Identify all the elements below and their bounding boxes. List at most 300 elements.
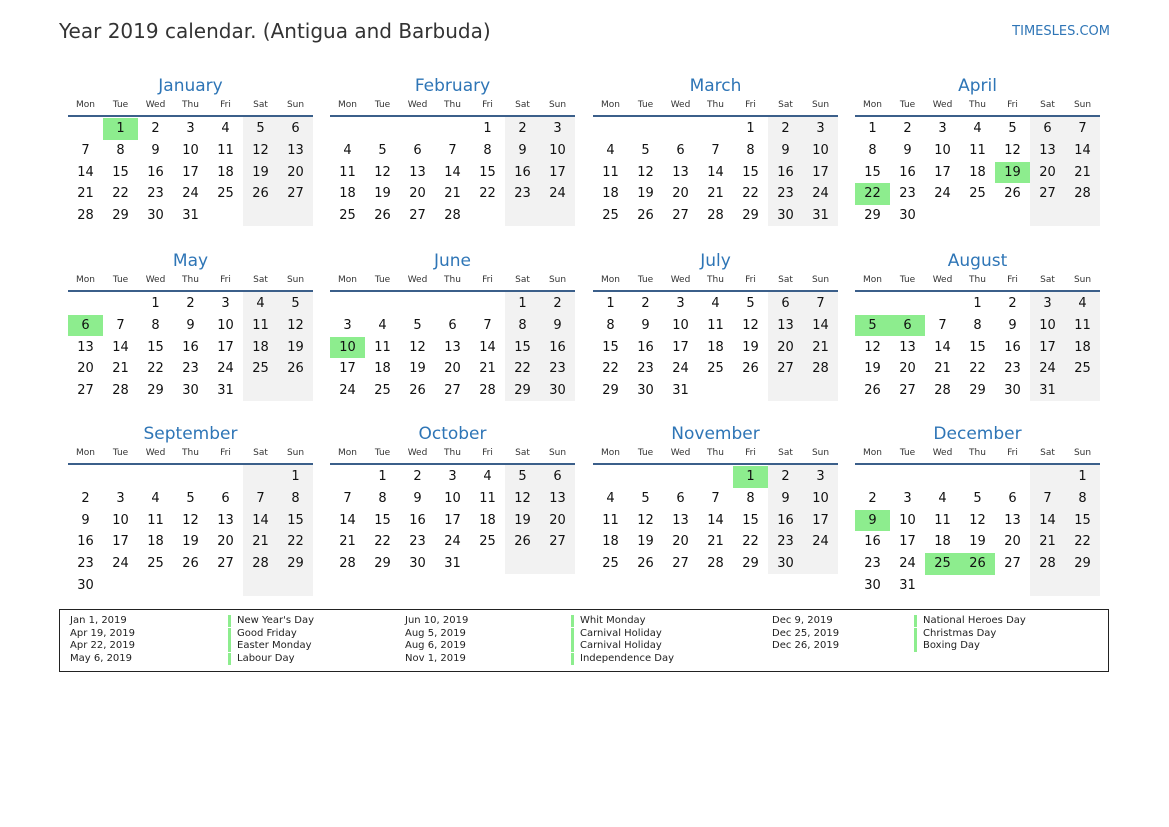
day-cell: 11	[252, 317, 269, 333]
day-cell: 20	[777, 339, 794, 355]
day-cell: 24	[812, 186, 829, 202]
day-cell: 21	[707, 186, 724, 202]
day-cell: 22	[742, 186, 759, 202]
day-cell: 17	[812, 164, 829, 180]
day-cell: 2	[1008, 296, 1017, 311]
day-cell: 24	[934, 186, 951, 202]
day-cell: 1	[973, 296, 982, 311]
day-cell: 10	[1039, 317, 1056, 333]
day-cell: 14	[1039, 512, 1056, 528]
day-cell: 13	[287, 142, 304, 158]
day-cell: 8	[868, 142, 877, 158]
day-cell: 24	[112, 556, 129, 572]
day-cell: 4	[606, 490, 615, 506]
day-cell: 10	[217, 317, 234, 333]
day-cell: 9	[553, 317, 562, 333]
day-cell: 16	[514, 164, 531, 180]
day-cell: 8	[518, 317, 527, 333]
day-cell: 23	[77, 556, 94, 572]
month-june	[330, 250, 575, 420]
weekday-header: Mon	[863, 448, 882, 458]
weekday-header: Tue	[637, 100, 654, 110]
day-cell: 27	[549, 534, 566, 550]
legend-holiday-name: New Year's Day	[228, 615, 314, 627]
day-cell: 10	[934, 142, 951, 158]
day-cell: 29	[864, 208, 881, 224]
day-cell: 21	[812, 339, 829, 355]
day-cell: 18	[1074, 339, 1091, 355]
day-cell: 28	[707, 556, 724, 572]
day-cell: 23	[864, 556, 881, 572]
day-cell: 7	[1078, 121, 1087, 136]
day-cell: 20	[444, 361, 461, 377]
weekday-header: Sun	[811, 100, 830, 110]
month-name: August	[947, 251, 1008, 271]
day-cell: 15	[742, 512, 759, 528]
day-cell: 9	[81, 512, 90, 528]
weekday-header: Wed	[932, 448, 953, 458]
legend-holiday-name: Independence Day	[571, 653, 674, 665]
weekday-header: Thu	[969, 275, 986, 285]
day-cell: 27	[217, 556, 234, 572]
day-cell: 23	[637, 361, 654, 377]
weekday-header: Fri	[1007, 100, 1018, 110]
day-cell: 6	[221, 490, 230, 506]
day-cell: 12	[637, 512, 654, 528]
day-cell: 15	[374, 512, 391, 528]
day-cell: 23	[182, 361, 199, 377]
day-cell: 4	[378, 317, 387, 333]
day-cell: 11	[147, 512, 164, 528]
month-name: October	[418, 424, 487, 444]
day-cell: 20	[217, 534, 234, 550]
day-cell: 20	[899, 361, 916, 377]
day-cell: 22	[374, 534, 391, 550]
day-cell: 7	[448, 142, 457, 158]
weekday-header: Mon	[76, 275, 95, 285]
weekday-header: Wed	[932, 100, 953, 110]
day-cell: 1	[1078, 469, 1087, 484]
day-cell: 17	[444, 512, 461, 528]
legend-date: Apr 22, 2019	[70, 640, 136, 652]
weekday-header: Mon	[863, 100, 882, 110]
day-cell: 7	[816, 296, 825, 311]
month-name: May	[172, 251, 209, 271]
day-cell: 7	[116, 317, 125, 333]
day-cell: 21	[1039, 534, 1056, 550]
weekday-header: Mon	[338, 275, 357, 285]
legend-holiday-name: Easter Monday	[228, 640, 312, 652]
day-cell: 15	[514, 339, 531, 355]
day-cell: 8	[378, 490, 387, 506]
day-cell: 22	[514, 361, 531, 377]
day-cell: 27	[409, 208, 426, 224]
weekday-header: Sun	[1073, 100, 1092, 110]
day-cell: 24	[812, 534, 829, 550]
weekday-header: Sat	[253, 275, 268, 285]
day-cell: 18	[969, 164, 986, 180]
day-cell: 19	[287, 339, 304, 355]
day-cell: 17	[934, 164, 951, 180]
day-cell: 3	[1043, 296, 1052, 311]
day-cell: 30	[549, 383, 566, 399]
day-cell: 7	[483, 317, 492, 333]
holiday-day-cell: 1	[103, 118, 138, 140]
day-cell: 8	[116, 142, 125, 158]
day-cell: 12	[864, 339, 881, 355]
month-name: September	[143, 424, 238, 444]
day-cell: 1	[746, 121, 755, 136]
day-cell: 25	[252, 361, 269, 377]
weekday-header: Thu	[707, 100, 724, 110]
day-cell: 14	[339, 512, 356, 528]
holiday-day-cell: 10	[330, 337, 365, 359]
weekday-header: Tue	[112, 275, 129, 285]
weekday-header: Mon	[338, 100, 357, 110]
day-cell: 28	[934, 383, 951, 399]
day-cell: 17	[112, 534, 129, 550]
day-cell: 8	[973, 317, 982, 333]
weekday-header: Tue	[112, 100, 129, 110]
weekday-header: Tue	[112, 448, 129, 458]
day-cell: 20	[672, 534, 689, 550]
day-cell: 20	[77, 361, 94, 377]
day-cell: 3	[676, 296, 685, 311]
weekday-header: Sat	[515, 275, 530, 285]
weekday-header: Fri	[220, 275, 231, 285]
day-cell: 23	[514, 186, 531, 202]
weekday-header: Mon	[601, 275, 620, 285]
weekday-header: Tue	[637, 275, 654, 285]
day-cell: 2	[781, 469, 790, 484]
day-cell: 14	[77, 164, 94, 180]
day-cell: 29	[969, 383, 986, 399]
day-cell: 2	[81, 490, 90, 506]
legend-holiday-name: Whit Monday	[571, 615, 646, 627]
day-cell: 13	[1039, 142, 1056, 158]
day-cell: 12	[182, 512, 199, 528]
day-cell: 11	[374, 339, 391, 355]
day-cell: 29	[1074, 556, 1091, 572]
day-cell: 6	[413, 142, 422, 158]
day-cell: 7	[81, 142, 90, 158]
day-cell: 10	[672, 317, 689, 333]
day-cell: 22	[602, 361, 619, 377]
month-name: March	[689, 76, 742, 96]
weekday-header: Sat	[778, 100, 793, 110]
day-cell: 14	[112, 339, 129, 355]
holiday-day-cell: 19	[995, 162, 1030, 184]
day-cell: 5	[413, 317, 422, 333]
day-cell: 18	[934, 534, 951, 550]
day-cell: 29	[147, 383, 164, 399]
day-cell: 9	[781, 490, 790, 506]
day-cell: 16	[409, 512, 426, 528]
legend-date: Dec 9, 2019	[772, 615, 833, 626]
day-cell: 3	[938, 121, 947, 136]
day-cell: 28	[1039, 556, 1056, 572]
legend-date: Nov 1, 2019	[405, 653, 466, 665]
day-cell: 25	[339, 208, 356, 224]
holiday-day-cell: 5	[855, 315, 890, 337]
day-cell: 1	[151, 296, 160, 311]
day-cell: 24	[549, 186, 566, 202]
day-cell: 27	[444, 383, 461, 399]
day-cell: 3	[553, 121, 562, 136]
legend-holiday-name: Christmas Day	[914, 628, 996, 640]
day-cell: 13	[217, 512, 234, 528]
day-cell: 18	[217, 164, 234, 180]
day-cell: 13	[899, 339, 916, 355]
day-cell: 20	[409, 186, 426, 202]
day-cell: 29	[742, 556, 759, 572]
weekday-header: Thu	[182, 448, 199, 458]
weekday-header: Tue	[637, 448, 654, 458]
day-cell: 23	[147, 186, 164, 202]
weekday-header: Mon	[601, 100, 620, 110]
day-cell: 18	[374, 361, 391, 377]
day-cell: 30	[409, 556, 426, 572]
day-cell: 29	[287, 556, 304, 572]
day-cell: 6	[676, 490, 685, 506]
legend-date: Dec 26, 2019	[772, 640, 840, 652]
day-cell: 20	[672, 186, 689, 202]
day-cell: 29	[514, 383, 531, 399]
day-cell: 16	[899, 164, 916, 180]
weekday-header: Thu	[182, 100, 199, 110]
month-name: November	[671, 424, 760, 444]
day-cell: 4	[483, 469, 492, 484]
day-cell: 8	[746, 142, 755, 158]
day-cell: 1	[291, 469, 300, 484]
weekday-header: Thu	[182, 275, 199, 285]
weekday-header: Wed	[145, 100, 166, 110]
weekday-header: Mon	[601, 448, 620, 458]
day-cell: 8	[746, 490, 755, 506]
day-cell: 3	[816, 121, 825, 136]
day-cell: 5	[378, 142, 387, 158]
day-cell: 13	[672, 512, 689, 528]
site-link[interactable]: TIMESLES.COM	[1012, 24, 1110, 39]
day-cell: 23	[409, 534, 426, 550]
day-cell: 20	[287, 164, 304, 180]
day-cell: 24	[899, 556, 916, 572]
weekday-header: Wed	[670, 100, 691, 110]
month-march	[593, 75, 838, 245]
day-cell: 16	[864, 534, 881, 550]
day-cell: 25	[969, 186, 986, 202]
day-cell: 29	[602, 383, 619, 399]
day-cell: 18	[602, 186, 619, 202]
weekday-header: Wed	[932, 275, 953, 285]
day-cell: 2	[553, 296, 562, 311]
day-cell: 24	[444, 534, 461, 550]
legend-date: Jun 10, 2019	[405, 615, 469, 626]
day-cell: 28	[339, 556, 356, 572]
day-cell: 24	[672, 361, 689, 377]
day-cell: 16	[1004, 339, 1021, 355]
day-cell: 1	[868, 121, 877, 136]
day-cell: 16	[777, 164, 794, 180]
day-cell: 16	[777, 512, 794, 528]
day-cell: 26	[742, 361, 759, 377]
day-cell: 17	[899, 534, 916, 550]
legend-date: Aug 6, 2019	[405, 640, 466, 652]
day-cell: 4	[256, 296, 265, 311]
day-cell: 25	[374, 383, 391, 399]
day-cell: 21	[444, 186, 461, 202]
weekday-header: Mon	[338, 448, 357, 458]
weekday-header: Sat	[1040, 448, 1055, 458]
day-cell: 30	[182, 383, 199, 399]
day-cell: 16	[549, 339, 566, 355]
weekday-header: Mon	[76, 100, 95, 110]
day-cell: 13	[672, 164, 689, 180]
day-cell: 20	[549, 512, 566, 528]
day-cell: 21	[707, 534, 724, 550]
month-august	[855, 250, 1100, 420]
day-cell: 22	[147, 361, 164, 377]
day-cell: 24	[1039, 361, 1056, 377]
day-cell: 31	[812, 208, 829, 224]
month-november	[593, 423, 838, 593]
day-cell: 14	[707, 512, 724, 528]
day-cell: 30	[899, 208, 916, 224]
weekday-header: Sun	[1073, 448, 1092, 458]
weekday-header: Thu	[707, 448, 724, 458]
weekday-header: Mon	[76, 448, 95, 458]
day-cell: 7	[711, 490, 720, 506]
day-cell: 3	[116, 490, 125, 506]
day-cell: 21	[934, 361, 951, 377]
weekday-header: Tue	[374, 448, 391, 458]
day-cell: 18	[252, 339, 269, 355]
day-cell: 23	[1004, 361, 1021, 377]
weekday-header: Thu	[444, 100, 461, 110]
day-cell: 31	[182, 208, 199, 224]
day-cell: 31	[444, 556, 461, 572]
day-cell: 11	[479, 490, 496, 506]
month-december	[855, 423, 1100, 593]
legend-date: Dec 25, 2019	[772, 627, 840, 639]
day-cell: 2	[518, 121, 527, 136]
weekday-header: Fri	[1007, 275, 1018, 285]
day-cell: 17	[812, 512, 829, 528]
weekday-header: Sun	[811, 275, 830, 285]
weekday-header: Sat	[515, 448, 530, 458]
day-cell: 14	[934, 339, 951, 355]
weekday-header: Fri	[745, 448, 756, 458]
day-cell: 2	[781, 121, 790, 136]
day-cell: 25	[707, 361, 724, 377]
day-cell: 7	[343, 490, 352, 506]
day-cell: 3	[221, 296, 230, 311]
weekday-header: Sun	[548, 100, 567, 110]
day-cell: 9	[781, 142, 790, 158]
day-cell: 11	[602, 512, 619, 528]
day-cell: 26	[514, 534, 531, 550]
day-cell: 22	[112, 186, 129, 202]
day-cell: 12	[514, 490, 531, 506]
day-cell: 23	[549, 361, 566, 377]
weekday-header: Sun	[286, 448, 305, 458]
day-cell: 28	[77, 208, 94, 224]
weekday-header: Mon	[863, 275, 882, 285]
day-cell: 28	[707, 208, 724, 224]
day-cell: 2	[413, 469, 422, 484]
day-cell: 1	[378, 469, 387, 484]
day-cell: 5	[256, 121, 265, 136]
month-january	[68, 75, 313, 245]
day-cell: 15	[864, 164, 881, 180]
weekday-header: Sat	[515, 100, 530, 110]
day-cell: 26	[252, 186, 269, 202]
weekday-header: Wed	[145, 448, 166, 458]
day-cell: 23	[899, 186, 916, 202]
weekday-header: Fri	[482, 448, 493, 458]
weekday-header: Thu	[444, 275, 461, 285]
day-cell: 15	[742, 164, 759, 180]
day-cell: 23	[777, 186, 794, 202]
day-cell: 10	[444, 490, 461, 506]
day-cell: 15	[112, 164, 129, 180]
legend-holiday-name: National Heroes Day	[914, 615, 1026, 627]
weekday-header: Tue	[899, 275, 916, 285]
weekday-header: Sat	[778, 448, 793, 458]
month-name: February	[414, 76, 491, 96]
weekday-header: Sat	[778, 275, 793, 285]
weekday-header: Tue	[899, 448, 916, 458]
day-cell: 17	[339, 361, 356, 377]
day-cell: 12	[374, 164, 391, 180]
weekday-header: Tue	[374, 275, 391, 285]
day-cell: 4	[973, 121, 982, 136]
day-cell: 3	[186, 121, 195, 136]
day-cell: 13	[777, 317, 794, 333]
day-cell: 18	[707, 339, 724, 355]
day-cell: 14	[812, 317, 829, 333]
day-cell: 2	[641, 296, 650, 311]
day-cell: 27	[672, 208, 689, 224]
day-cell: 6	[781, 296, 790, 311]
day-cell: 18	[147, 534, 164, 550]
day-cell: 19	[969, 534, 986, 550]
day-cell: 28	[252, 556, 269, 572]
day-cell: 6	[1008, 490, 1017, 506]
day-cell: 1	[518, 296, 527, 311]
day-cell: 30	[147, 208, 164, 224]
day-cell: 29	[374, 556, 391, 572]
day-cell: 16	[637, 339, 654, 355]
day-cell: 8	[1078, 490, 1087, 506]
day-cell: 9	[518, 142, 527, 158]
legend-holiday-name: Carnival Holiday	[571, 628, 662, 640]
legend-date: Jan 1, 2019	[70, 615, 127, 626]
weekday-header: Thu	[969, 100, 986, 110]
day-cell: 26	[637, 556, 654, 572]
day-cell: 30	[1004, 383, 1021, 399]
day-cell: 8	[606, 317, 615, 333]
day-cell: 26	[182, 556, 199, 572]
day-cell: 18	[339, 186, 356, 202]
month-april	[855, 75, 1100, 245]
weekday-header: Wed	[407, 275, 428, 285]
day-cell: 3	[343, 317, 352, 333]
legend-date: Apr 19, 2019	[70, 627, 136, 639]
day-cell: 7	[1043, 490, 1052, 506]
day-cell: 11	[602, 164, 619, 180]
day-cell: 5	[291, 296, 300, 311]
